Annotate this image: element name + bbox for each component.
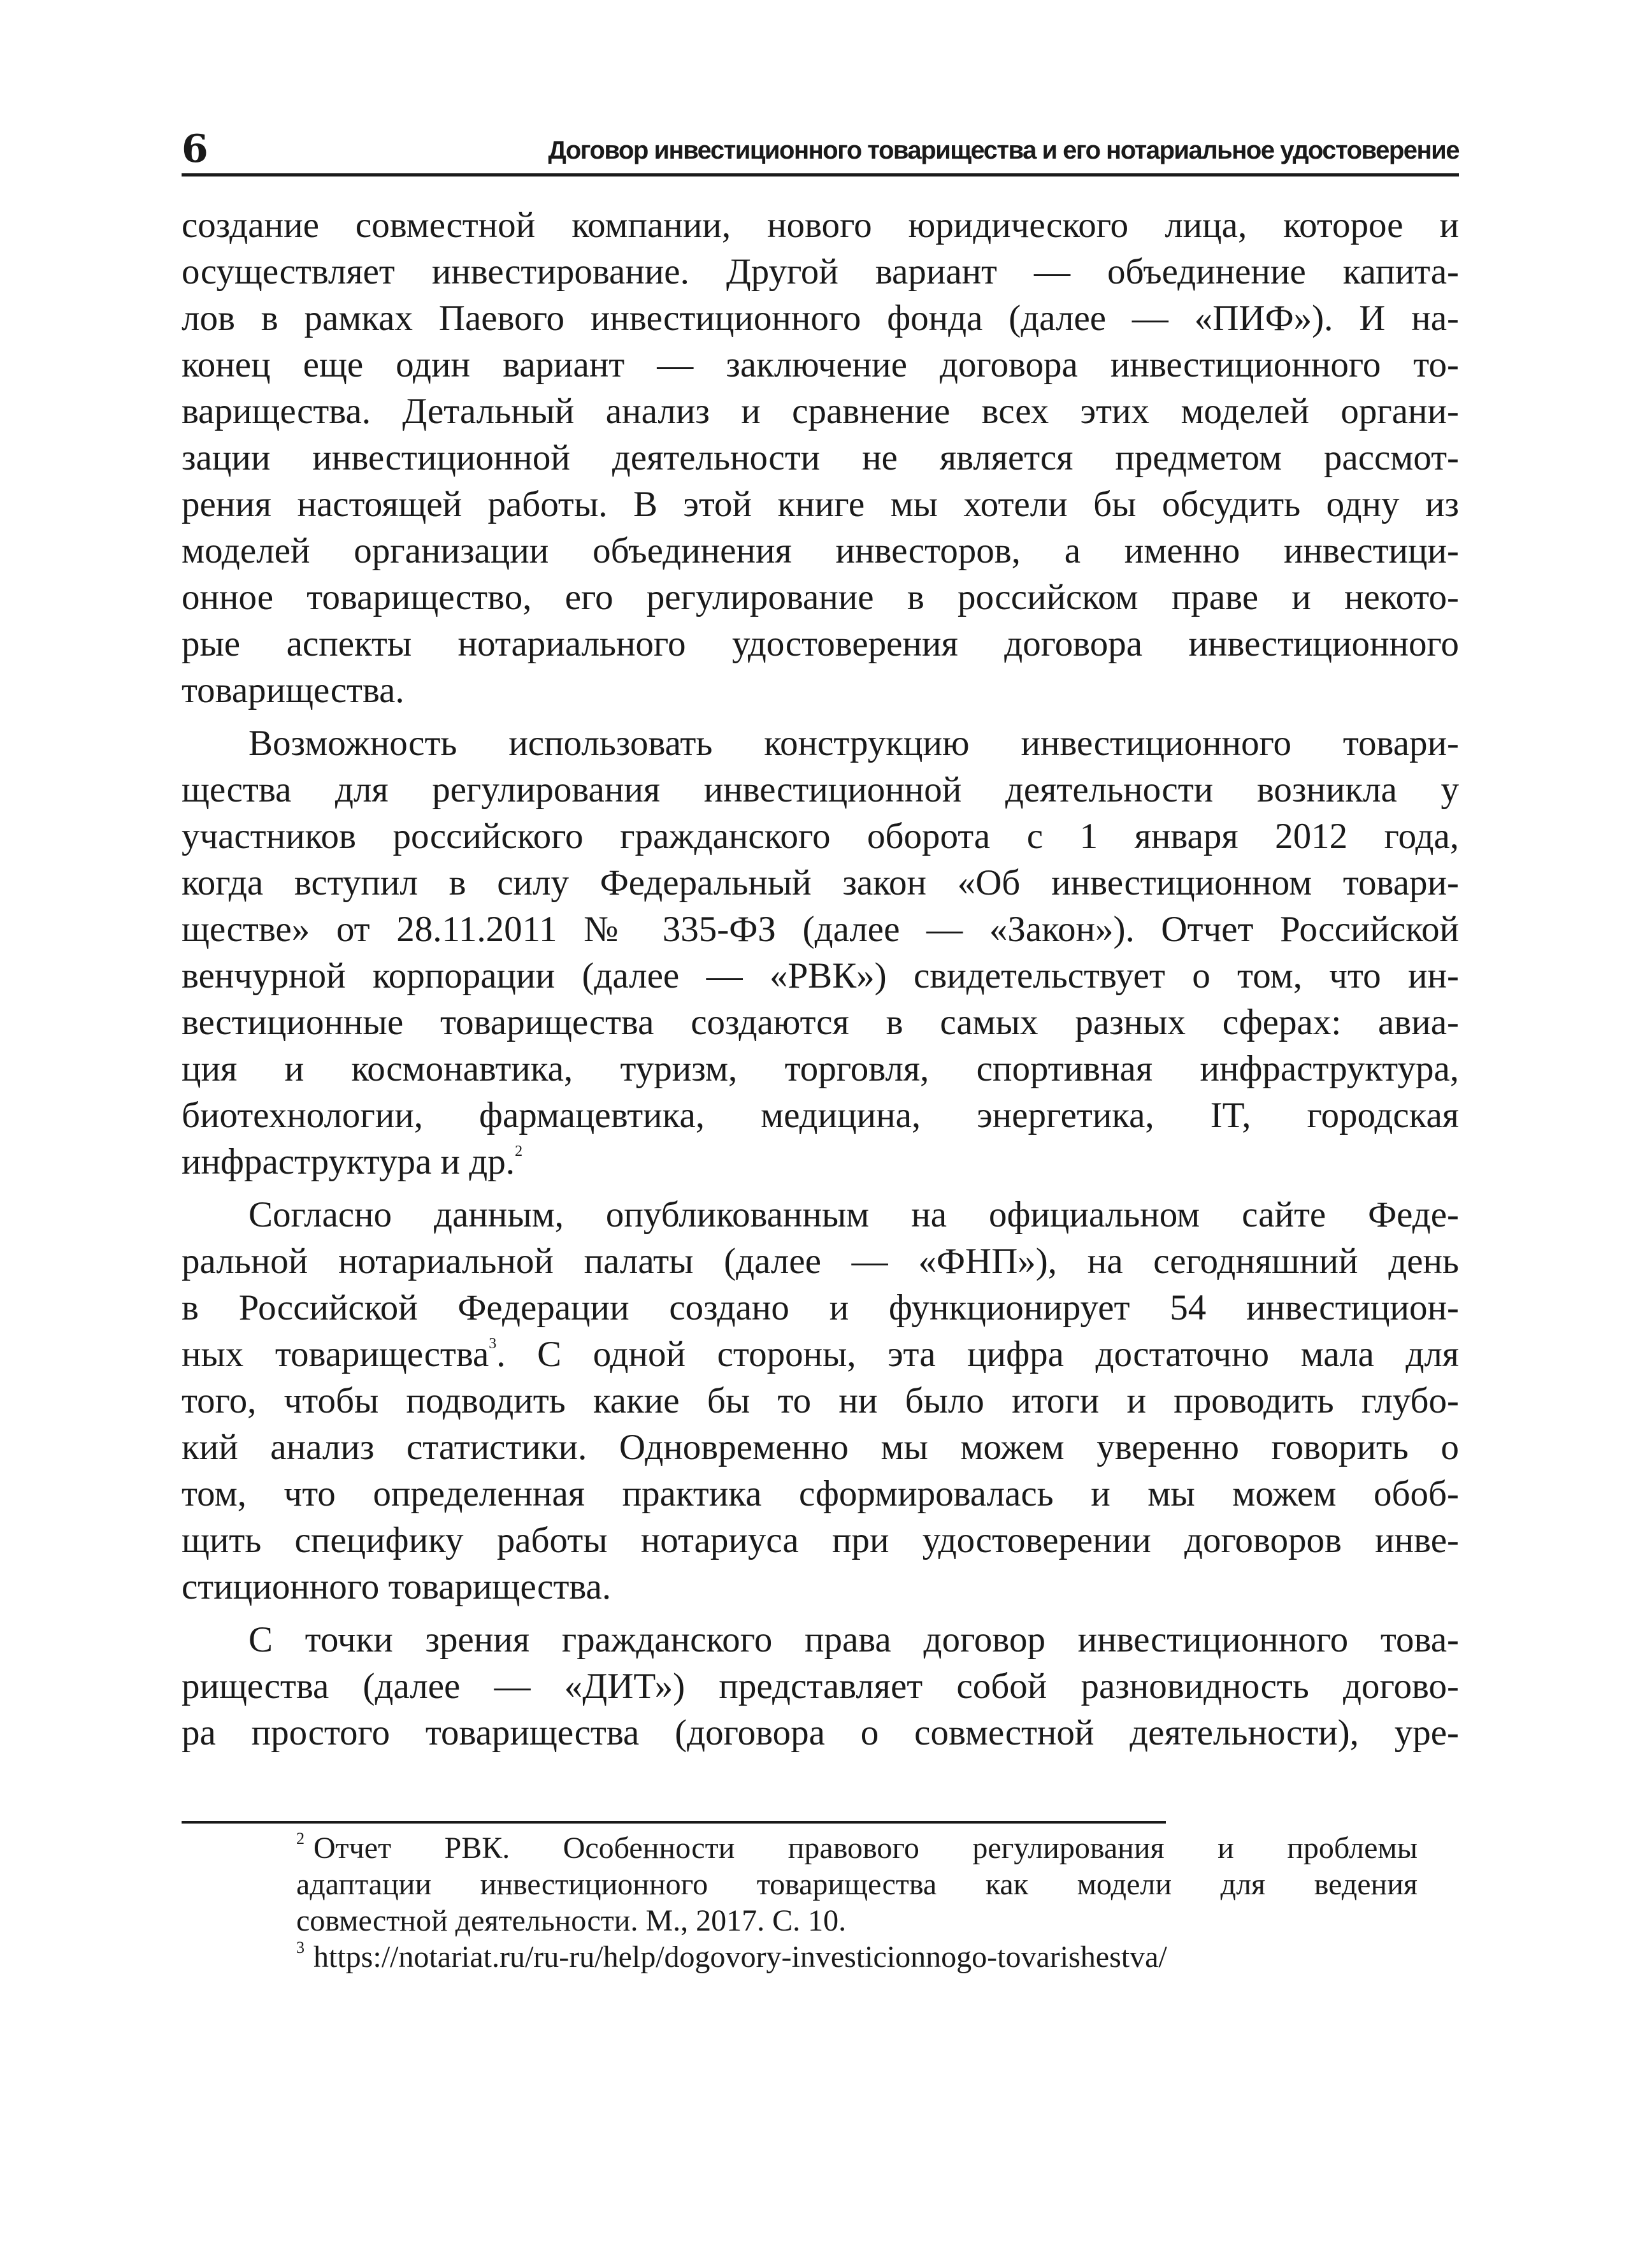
text-fragment: инфраструктура и др. (182, 1142, 515, 1182)
footnote-line (296, 1939, 1418, 1975)
paragraph (182, 1191, 1459, 1610)
text-line: того, чтобы подводить какие бы то ни было итоги и проводить глубо- (182, 1381, 1459, 1421)
text-line: стиционного товарищества. (182, 1567, 612, 1607)
footnote-line (296, 1830, 1418, 1866)
text-line: том, что определенная практика сформировалась и мы можем обоб- (182, 1474, 1459, 1514)
text-line: конец еще один вариант — заключение договора инвестиционного то- (182, 345, 1459, 385)
footnote-separator (182, 1821, 1166, 1824)
text-line: вестиционные товарищества создаются в самых разных сферах: авиа- (182, 1002, 1459, 1042)
text-line: Согласно данным, опубликованным на официальном сайте Феде- (248, 1195, 1459, 1235)
text-line: лов в рамках Паевого инвестиционного фонда (далее — «ПИФ»). И на- (182, 298, 1459, 338)
text-line: в Российской Федерации создано и функционирует 54 инвестицион- (182, 1288, 1459, 1328)
text-line: щить специфику работы нотариуса при удостоверении договоров инве- (182, 1520, 1459, 1560)
text-line: рения настоящей работы. В этой книге мы хотели бы обсудить одну из (182, 484, 1459, 524)
paragraph (182, 202, 1459, 714)
text-line: Возможность использовать конструкцию инвестиционного товари- (248, 723, 1459, 763)
body-text (182, 202, 1459, 1756)
text-line: рищества (далее — «ДИТ») представляет собой разновидность догово- (182, 1666, 1459, 1706)
text-line: биотехнологии, фармацевтика, медицина, энергетика, IT, городская (182, 1095, 1459, 1135)
text-line: товарищества. (182, 670, 405, 710)
text-line: ра простого товарищества (договора о совместной деятельности), уре- (182, 1713, 1459, 1753)
text-line: варищества. Детальный анализ и сравнение всех этих моделей органи- (182, 391, 1459, 431)
text-line: ция и космонавтика, туризм, торговля, спортивная инфраструктура, (182, 1049, 1459, 1089)
footnote-number: 2 (296, 1829, 305, 1848)
paragraph (182, 720, 1459, 1185)
text-fragment: ных товарищества (182, 1334, 489, 1374)
text-line: когда вступил в силу Федеральный закон «Об инвестиционном товари- (182, 863, 1459, 903)
paragraph (182, 1616, 1459, 1756)
footnote-line: совместной деятельности. М., 2017. С. 10. (296, 1904, 847, 1938)
text-fragment: Отчет РВК. Особенности правового регулирования и проблемы (313, 1831, 1418, 1865)
footnote (296, 1830, 1418, 1939)
footnote-line: адаптации инвестиционного товарищества как модели для ведения (296, 1868, 1418, 1901)
text-line: моделей организации объединения инвесторов, а именно инвестици- (182, 531, 1459, 571)
footnote (296, 1939, 1418, 1975)
text-line: щества для регулирования инвестиционной деятельности возникла у (182, 770, 1459, 810)
text-line: кий анализ статистики. Одновременно мы можем уверенно говорить о (182, 1427, 1459, 1467)
text-line: ральной нотариальной палаты (далее — «ФНП»), на сегодняшний день (182, 1241, 1459, 1281)
page-number: 6 (182, 127, 208, 171)
running-header-title: Договор инвестиционного товарищества и его нотариальное удостоверение (548, 136, 1459, 164)
text-line: онное товарищество, его регулирование в российском праве и некото- (182, 577, 1459, 617)
text-line: участников российского гражданского оборота с 1 января 2012 года, (182, 816, 1459, 856)
footnote-number: 3 (296, 1938, 305, 1957)
text-line: осуществляет инвестирование. Другой вариант — объединение капита- (182, 252, 1459, 292)
text-line: венчурной корпорации (далее — «РВК») свидетельствует о том, что ин- (182, 956, 1459, 996)
text-line: С точки зрения гражданского права договор инвестиционного това- (248, 1620, 1459, 1660)
text-line (182, 1139, 1459, 1185)
text-fragment: . С одной стороны, эта цифра достаточно мала для (496, 1334, 1459, 1374)
text-line (182, 1331, 1459, 1378)
text-line: зации инвестиционной деятельности не является предметом рассмот- (182, 438, 1459, 478)
footnotes (296, 1830, 1418, 1975)
footnote-link[interactable]: https://notariat.ru/ru-ru/help/dogovory-investicionnogo-tovarishestva/ (313, 1940, 1167, 1974)
footnote-reference[interactable]: 3 (489, 1335, 497, 1352)
text-line: ществе» от 28.11.2011 № 335-ФЗ (далее — «Закон»). Отчет Российской (182, 909, 1459, 949)
text-line: рые аспекты нотариального удостоверения договора инвестиционного (182, 624, 1459, 664)
footnote-reference[interactable]: 2 (515, 1143, 523, 1160)
text-line: создание совместной компании, нового юридического лица, которое и (182, 205, 1459, 245)
running-header (182, 122, 1459, 176)
